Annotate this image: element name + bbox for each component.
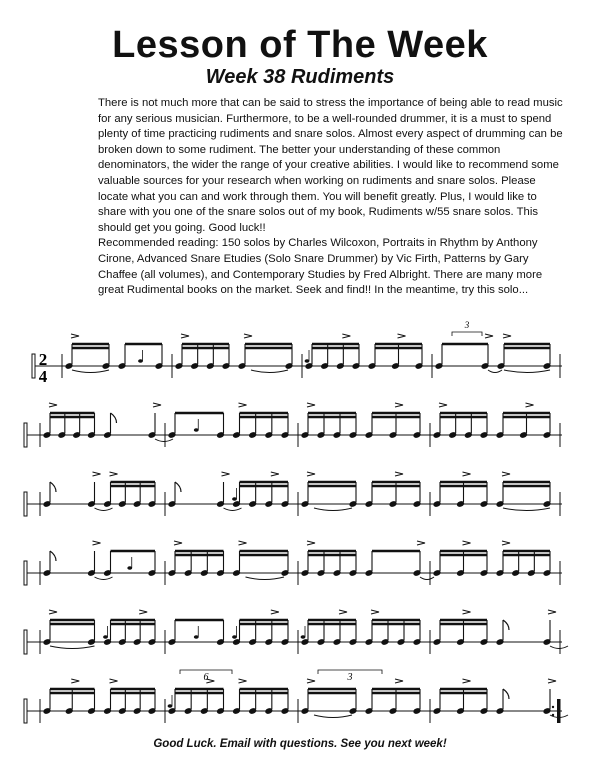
final-barline <box>557 699 560 723</box>
accent-mark <box>181 334 189 338</box>
accent-mark <box>395 472 403 476</box>
accent-mark <box>395 679 403 683</box>
accent-mark <box>239 403 247 407</box>
accent-mark <box>463 472 471 476</box>
accent-mark <box>307 679 315 683</box>
accent-mark <box>71 334 79 338</box>
accent-mark <box>371 610 379 614</box>
accent-mark <box>93 472 101 476</box>
accent-mark <box>503 334 511 338</box>
tie-arc <box>50 646 95 649</box>
accent-mark <box>485 334 493 338</box>
note-flag <box>503 620 509 630</box>
accent-mark <box>502 541 510 545</box>
accent-mark <box>110 679 118 683</box>
tie-arc <box>246 577 285 580</box>
tie-arc <box>420 577 434 580</box>
accent-mark <box>439 403 447 407</box>
percussion-clef <box>24 492 27 516</box>
tie-arc <box>155 439 173 442</box>
footer-note: Good Luck. Email with questions. See you next week! <box>153 738 447 750</box>
tie-arc <box>550 646 568 649</box>
accent-mark <box>548 679 556 683</box>
accent-mark <box>342 334 350 338</box>
tie-arc <box>314 508 352 511</box>
snare-solo-score <box>0 320 600 730</box>
accent-mark <box>463 541 471 545</box>
accent-mark <box>307 472 315 476</box>
accent-mark <box>49 403 57 407</box>
percussion-clef <box>24 423 27 447</box>
lesson-text <box>98 96 568 299</box>
tuplet-label: 3 <box>347 672 353 683</box>
tuplet-bracket <box>452 332 482 336</box>
accent-mark <box>502 472 510 476</box>
accent-mark <box>153 403 161 407</box>
time-signature-top: 2 <box>38 350 48 369</box>
tie-arc <box>72 370 109 373</box>
accent-mark <box>239 679 247 683</box>
accent-mark <box>395 403 403 407</box>
accent-mark <box>271 472 279 476</box>
note-flag <box>50 482 56 492</box>
percussion-clef <box>32 354 35 378</box>
note-flag <box>50 551 56 561</box>
note-flag <box>175 482 181 492</box>
tie-arc <box>95 508 113 511</box>
accent-mark <box>174 541 182 545</box>
accent-mark <box>239 541 247 545</box>
tuplet-label: 6 <box>203 672 209 683</box>
accent-mark <box>463 610 471 614</box>
repeat-dot <box>552 714 554 716</box>
note-flag <box>111 413 117 423</box>
accent-mark <box>139 610 147 614</box>
accent-mark <box>526 403 534 407</box>
intro-paragraph: There is not much more that can be said to stress the importance of being able to read music for any serious musician. Furthermore, to be a well-rounded drummer, it is a must to spend plenty of time practicing rudiments and snare solos. Almost every aspect of drumming can be broken down to some rudiment. The better your understanding of these common denominators, the wider the range of your creative abilities. I would like to recommend some valuable sources for your research when working on rudiments and snare solos. Please locate what you can and work through them. You will benefit greatly. Plus, I would like to share with you one of the snare solos out of my book, Rudiments w/55 snare solos. This should get you going. Good luck!! <box>98 97 563 234</box>
accent-mark <box>463 679 471 683</box>
recommended-reading-paragraph: Recommended reading: 150 solos by Charles Wilcoxon, Portraits in Rhythm by Anthony Cirone, Advanced Snare Etudies (Solo Snare Drummer) by Vic Firth, Patterns by Gary Chaffee (all volumes), and Contemporary Studies by Fred Albright. There are many more great Rudimental books on the market. Seek and find!! In the meantime, try this solo... <box>98 237 543 297</box>
page-subtitle: Week 38 Rudiments <box>205 66 395 88</box>
accent-mark <box>417 541 425 545</box>
tie-arc <box>488 370 502 373</box>
tie-arc <box>224 508 242 511</box>
tuplet-label: 3 <box>464 320 470 330</box>
tie-arc <box>503 508 550 511</box>
tie-arc <box>251 370 288 373</box>
time-signature-bottom: 4 <box>38 367 48 386</box>
tie-arc <box>95 577 113 580</box>
accent-mark <box>244 334 252 338</box>
accent-mark <box>49 610 57 614</box>
accent-mark <box>222 472 230 476</box>
accent-mark <box>271 610 279 614</box>
accent-mark <box>398 334 406 338</box>
accent-mark <box>339 610 347 614</box>
percussion-clef <box>24 630 27 654</box>
note-flag <box>503 689 509 699</box>
percussion-clef <box>24 561 27 585</box>
tie-arc <box>314 715 352 718</box>
tie-arc <box>504 370 550 373</box>
accent-mark <box>93 541 101 545</box>
accent-mark <box>71 679 79 683</box>
accent-mark <box>307 403 315 407</box>
accent-mark <box>110 472 118 476</box>
percussion-clef <box>24 699 27 723</box>
accent-mark <box>307 541 315 545</box>
repeat-dot <box>552 706 554 708</box>
accent-mark <box>548 610 556 614</box>
page-title: Lesson of The Week <box>112 24 488 66</box>
